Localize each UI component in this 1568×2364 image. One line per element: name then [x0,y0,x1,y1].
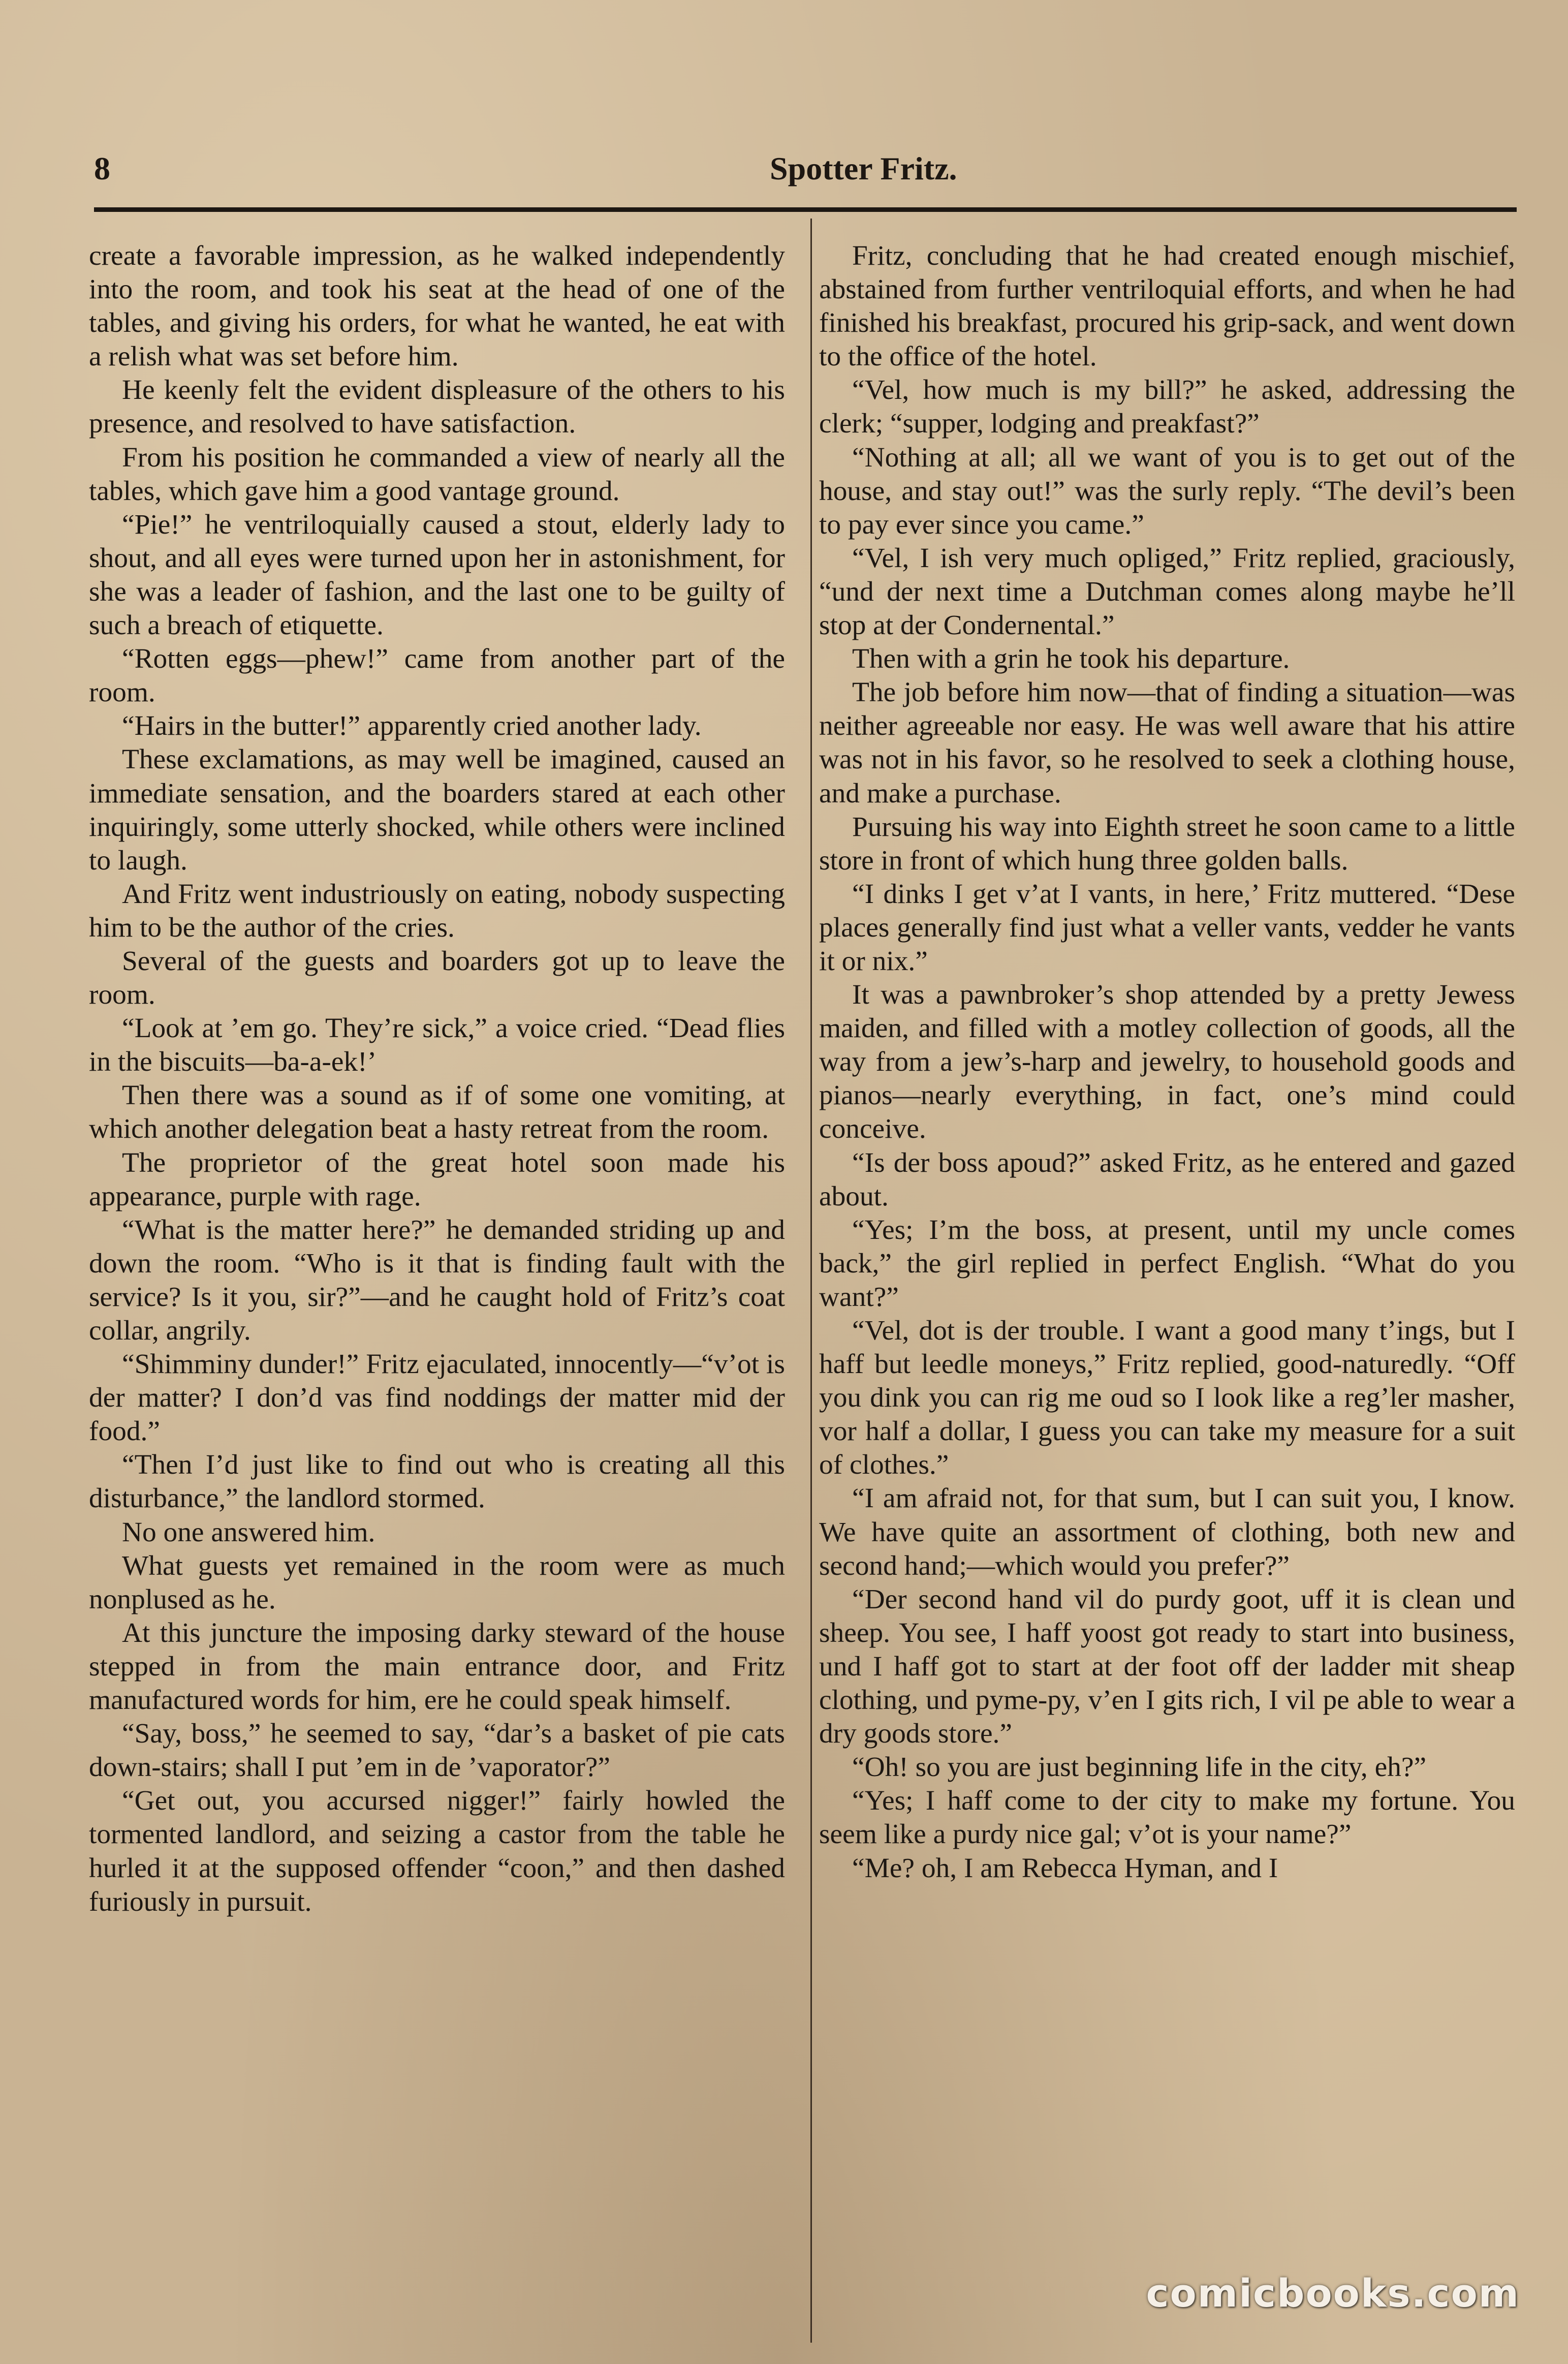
paragraph: Then there was a sound as if of some one vomiting, at which another delegation beat a hasty retreat from the room. [89,1079,785,1144]
paragraph: “Rotten eggs—phew!” came from another part of the room. [89,643,785,708]
paragraph: “What is the matter here?” he demanded striding up and down the room. “Who is it that is finding fault with the service? Is it you, sir?”—and he caught hold of Fritz’s coat collar, angrily. [89,1214,785,1346]
paragraph: “Shimminy dunder!” Fritz ejaculated, innocently—“v’ot is der matter? I don’d vas find noddings der matter mid der food.” [89,1348,785,1447]
column-divider [810,219,812,2343]
paragraph: “Get out, you accursed nigger!” fairly howled the tormented landlord, and seizing a castor from the table he hurled it at the supposed offender “coon,” and then dashed furiously in pursuit. [89,1785,785,1917]
paragraph: Then with a grin he took his departure. [852,643,1290,674]
paragraph: “Is der boss apoud?” asked Fritz, as he entered and gazed about. [819,1146,1515,1211]
paragraph: “Look at ’em go. They’re sick,” a voice cried. “Dead flies in the biscuits—ba-a-ek!’ [89,1012,785,1077]
paragraph: “Hairs in the butter!” apparently cried another lady. [122,710,702,741]
paragraph: The proprietor of the great hotel soon made his appearance, purple with rage. [89,1146,785,1211]
paragraph: Fritz, concluding that he had created enough mischief, abstained from further ventriloquial efforts, and when he had finished his breakfast, procured his grip-sack, and went down to the office of the hotel. [819,240,1515,372]
paragraph: create a favorable impression, as he walked independently into the room, and took his seat at the head of one of the tables, and giving his orders, for what he wanted, he eat with a relish what was set before him. [89,240,785,372]
paragraph: “Say, boss,” he seemed to say, “dar’s a basket of pie cats down-stairs; shall I put ’em in de ’vaporator?” [89,1718,785,1783]
paragraph: “Yes; I haff come to der city to make my fortune. You seem like a purdy nice gal; v’ot is your name?” [819,1785,1515,1850]
paragraph: Pursuing his way into Eighth street he soon came to a little store in front of which hung three golden balls. [819,811,1515,876]
paragraph: “Der second hand vil do purdy goot, uff it is clean und sheep. You see, I haff yoost got ready to start into business, und I haff got to start at der foot off der ladder mit sheap clothing, und pyme-py, v’en I gits rich, I vil pe able to wear a dry goods store.” [819,1583,1515,1749]
page-header [94,150,1517,201]
paragraph: “Vel, how much is my bill?” he asked, addressing the clerk; “supper, lodging and preakfast?” [819,374,1515,439]
paragraph: He keenly felt the evident displeasure of the others to his presence, and resolved to have satisfaction. [89,374,785,439]
paragraph: “Nothing at all; all we want of you is to get out of the house, and stay out!” was the surly reply. “The devil’s been to pay ever since you came.” [819,441,1515,540]
paragraph: What guests yet remained in the room were as much nonplused as he. [89,1549,785,1614]
header-rule [94,207,1517,212]
paragraph: “Me? oh, I am Rebecca Hyman, and I [852,1852,1278,1883]
right-column [819,239,1515,2358]
paragraph: “Vel, dot is der trouble. I want a good many t’ings, but I haff but leedle moneys,” Fritz replied, good-naturedly. “Off you dink you can rig me oud so I look like a reg’ler masher, vor half a dollar, I guess you can take my measure for a suit of clothes.” [819,1315,1515,1480]
paragraph: “Then I’d just like to find out who is creating all this disturbance,” the landlord stormed. [89,1449,785,1514]
left-column [89,239,785,2358]
paragraph: “I am afraid not, for that sum, but I can suit you, I know. We have quite an assortment of clothing, both new and second hand;—which would you prefer?” [819,1482,1515,1581]
paragraph: “Yes; I’m the boss, at present, until my uncle comes back,” the girl replied in perfect English. “What do you want?” [819,1214,1515,1312]
paragraph: At this juncture the imposing darky steward of the house stepped in from the main entrance door, and Fritz manufactured words for him, ere he could speak himself. [89,1616,785,1716]
paragraph: These exclamations, as may well be imagined, caused an immediate sensation, and the boarders stared at each other inquiringly, some utterly shocked, while others were inclined to laugh. [89,743,785,876]
running-title: Spotter Fritz. [770,150,957,186]
paragraph: Several of the guests and boarders got up to leave the room. [89,945,785,1010]
paragraph: The job before him now—that of finding a situation—was neither agreeable nor easy. He was well aware that his attire was not in his favor, so he resolved to seek a clothing house, and make a purchase. [819,676,1515,808]
paragraph: And Fritz went industriously on eating, nobody suspecting him to be the author of the cries. [89,878,785,943]
paragraph: “I dinks I get v’at I vants, in here,’ Fritz muttered. “Dese places generally find just what a veller vants, vedder he vants it or nix.” [819,878,1515,976]
paragraph: “Vel, I ish very much opliged,” Fritz replied, graciously, “und der next time a Dutchman comes along maybe he’ll stop at der Condernental.” [819,542,1515,641]
paragraph: It was a pawnbroker’s shop attended by a pretty Jewess maiden, and filled with a motley collection of goods, all the way from a jew’s-harp and jewelry, to household goods and pianos—nearly everything, in fact, one’s mind could conceive. [819,979,1515,1144]
paragraph: From his position he commanded a view of nearly all the tables, which gave him a good vantage ground. [89,441,785,506]
page-number: 8 [94,150,110,186]
watermark-logo: comicbooks.com [1146,2270,1520,2316]
paragraph: No one answered him. [122,1516,375,1547]
paragraph: “Pie!” he ventriloquially caused a stout, elderly lady to shout, and all eyes were turned upon her in astonishment, for she was a leader of fashion, and the last one to be guilty of such a breach of etiquette. [89,508,785,641]
paragraph: “Oh! so you are just beginning life in the city, eh?” [852,1751,1427,1783]
